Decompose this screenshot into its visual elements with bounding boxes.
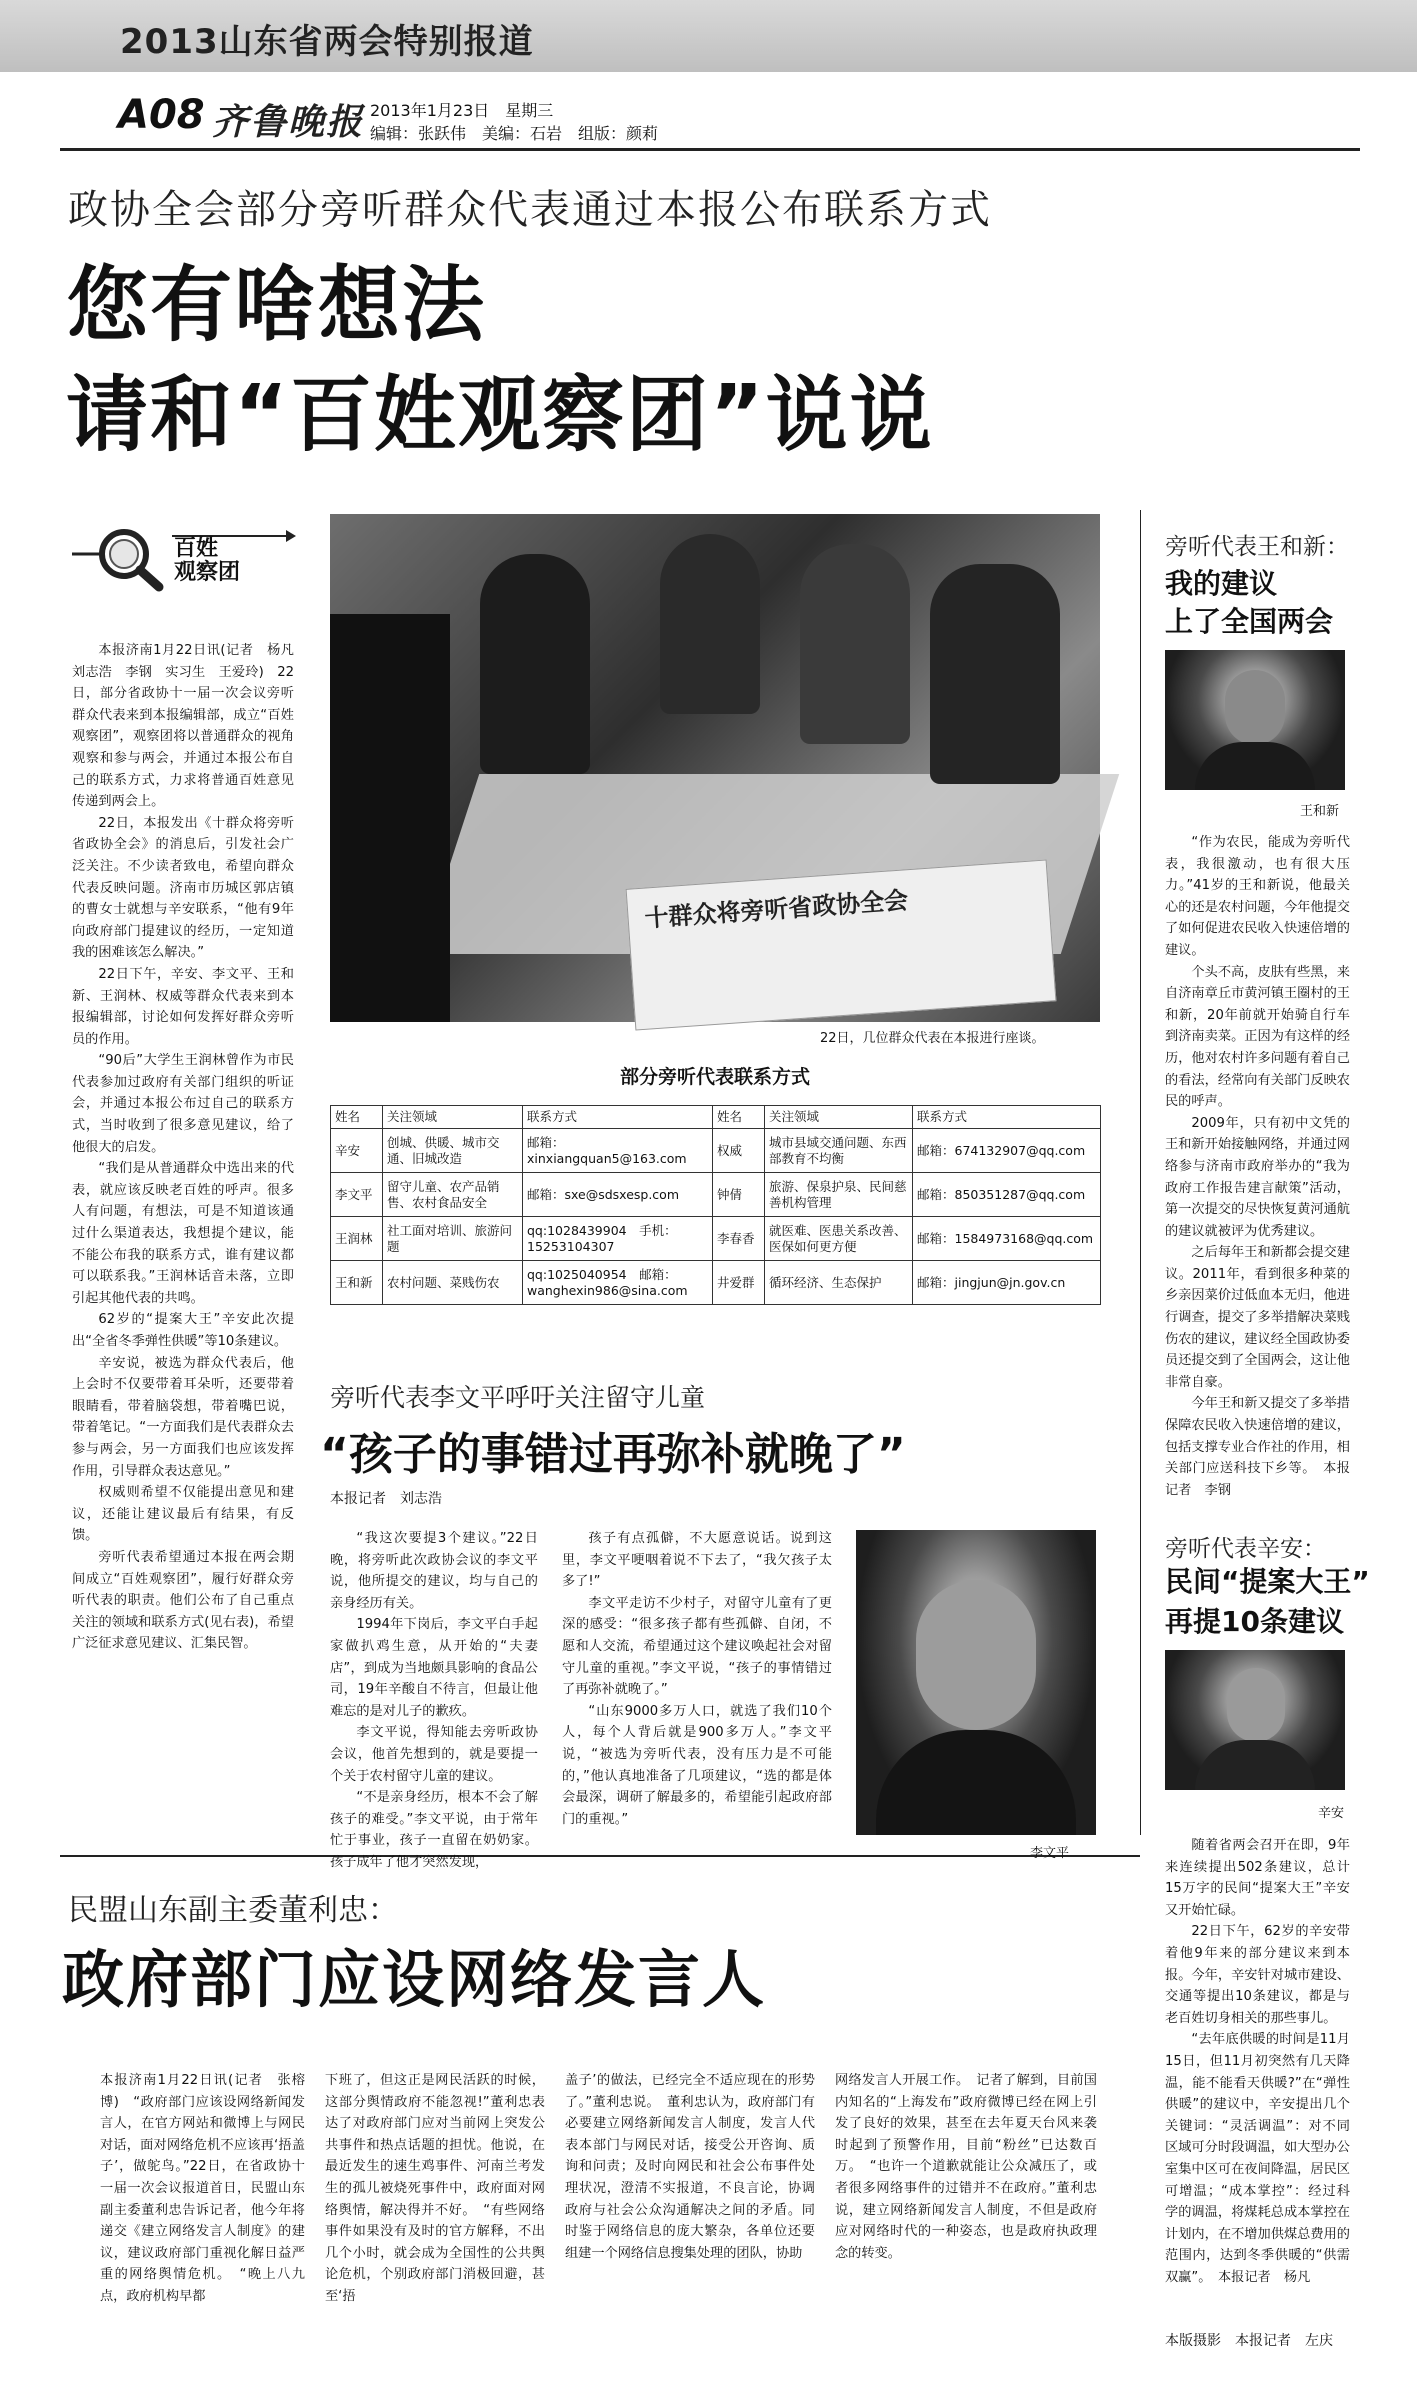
photo-credit: 本版摄影 本报记者 左庆: [1165, 2333, 1333, 2349]
table-cell: 农村问题、菜贱伤农: [383, 1261, 523, 1305]
li-paragraph: 1994年下岗后，李文平白手起家做扒鸡生意，从开始的“夫妻店”，到成为当地颇具影响的食品公司，19年辛酸自不待言，但最让他难忘的是对儿子的歉疚。: [330, 1617, 538, 1719]
section-title: 2013山东省两会特别报道: [120, 22, 534, 62]
suit-shape: [876, 1730, 1076, 1835]
table-header-row: [331, 1106, 1101, 1129]
xin-an-photo: [1165, 1650, 1345, 1790]
table-header: 关注领域: [383, 1106, 523, 1129]
dong-col2: [325, 2070, 545, 2350]
li-wenping-photo: [856, 1530, 1096, 1835]
newspaper-prop: [626, 859, 1057, 1030]
dong-paragraph: 本报济南1月22日讯(记者 张榕博) “政府部门应该设网络新闻发言人，在官方网站和微博上与网民对话，面对网络危机不应该再‘捂盖子’，做鸵鸟。”22日，在省政协十一届一次会议报道首日，民盟山东副主委董利忠告诉记者，他今年将递交《建立网络发言人制度》的建议，建议政府部门重视化解日益严重的网络舆情危机。 “晚上八九点，政府机构早都: [100, 2073, 305, 2304]
table-cell: qq:1028439904 手机：15253104307: [523, 1217, 713, 1261]
lead-paragraph: 22日下午，辛安、李文平、王和新、王润林、权威等群众代表来到本报编辑部，讨论如何发挥好群众旁听员的作用。: [72, 966, 294, 1047]
contacts-title: 部分旁听代表联系方式: [619, 1066, 810, 1088]
xin-title-line1: 民间“提案大王”: [1165, 1565, 1370, 1598]
table-cell: 李文平: [331, 1173, 383, 1217]
wang-paragraph: 今年王和新又提交了多举措保障农民收入快速倍增的建议，包括支撑专业合作社的作用，相关部门应送科技下乡等。 本报记者 李钢: [1165, 1396, 1350, 1498]
lead-paragraph: 辛安说，被选为群众代表后，他上会时不仅要带着耳朵听，还要带着眼睛看，带着脑袋想，带着嘴巴说，带着笔记。“一方面我们是代表群众去参与两会，另一方面我们也应该发挥作用，引导群众表达意见。”: [72, 1355, 294, 1479]
newspaper-prop-headline: 十群众将旁听省政协全会: [643, 886, 910, 933]
xin-paragraph: 22日下午，62岁的辛安带着他9年来的部分建议来到本报。今年，辛安针对城市建设、交通等提出10条建议，都是与老百姓切身相关的那些事儿。: [1165, 1924, 1350, 2026]
dong-paragraph: 下班了，但这正是网民活跃的时候，这部分舆情政府不能忽视!”董利忠表达了对政府部门应对当前网上突发公共事件和热点话题的担忧。他说，在最近发生的速生鸡事件、河南兰考发生的孤儿被烧死事件中，政府面对网络舆情，解决得并不好。 “有些网络事件如果没有及时的官方解释，不出几个小时，就会成为全国性的公共舆论危机，个别政府部门消极回避，甚至‘捂: [325, 2073, 545, 2304]
meeting-photo-caption: 22日，几位群众代表在本报进行座谈。: [820, 1031, 1045, 1046]
table-row: [331, 1129, 1101, 1173]
observer-group-logo: [64, 524, 300, 594]
dong-col4: [835, 2070, 1097, 2350]
table-header: 关注领域: [765, 1106, 913, 1129]
page-number: A08: [118, 92, 205, 138]
lead-subhead: 政协全会部分旁听群众代表通过本报公布联系方式: [68, 187, 992, 233]
lead-paragraph: “90后”大学生王润林曾作为市民代表参加过政府有关部门组织的听证会，并通过本报公布过自己的联系方式，当时收到了很多意见建议，给了他很大的启发。: [72, 1053, 294, 1155]
table-cell: 井爱群: [713, 1261, 765, 1305]
table-cell: 邮箱：674132907@qq.com: [913, 1129, 1101, 1173]
contacts-table: [330, 1105, 1101, 1305]
wang-paragraph: 之后每年王和新都会提交建议。2011年，看到很多种菜的乡亲因菜价过低血本无归，他进行调查，提交了多举措解决菜贱伤农的建议，建议经全国政协委员还提交到了全国两会，这让他非常自豪。: [1165, 1245, 1350, 1390]
xin-title-line2: 再提10条建议: [1165, 1605, 1344, 1638]
face-shape: [916, 1580, 1036, 1730]
table-cell: 邮箱：jingjun@jn.gov.cn: [913, 1261, 1101, 1305]
table-cell: 权威: [713, 1129, 765, 1173]
lead-headline-line2: 请和“百姓观察团”说说: [66, 368, 934, 463]
wang-label: 旁听代表王和新：: [1165, 534, 1349, 560]
dong-col3: [565, 2070, 815, 2350]
table-cell: 邮箱：850351287@qq.com: [913, 1173, 1101, 1217]
li-paragraph: “我这次要提3个建议。”22日晚，将旁听此次政协会议的李文平说，他所提交的建议，均与自己的亲身经历有关。: [330, 1531, 538, 1611]
right-column-rule: [1140, 510, 1141, 1835]
lead-paragraph: 62岁的“提案大王”辛安此次提出“全省冬季弹性供暖”等10条建议。: [72, 1312, 294, 1349]
wang-paragraph: 2009年，只有初中文凭的王和新开始接触网络，并通过网络参与济南市政府举办的“我为政府工作报告建言献策”活动，第一次提交的尽快恢复黄河通航的建议就被评为优秀建议。: [1165, 1115, 1350, 1239]
li-paragraph: 李文平走访不少村子，对留守儿童有了更深的感受：“很多孩子都有些孤僻、自闭，不愿和人交流，希望通过这个建议唤起社会对留守儿童的重视。”李文平说，“孩子的事情错过了再弥补就晚了。”: [562, 1595, 832, 1698]
wang-photo-caption: 王和新: [1300, 804, 1340, 819]
table-row: [331, 1217, 1101, 1261]
li-paragraph: “山东9000多万人口，就选了我们10个人，每个人背后就是900多万人。”李文平说，“被选为旁听代表，没有压力是不可能的，”他认真地准备了几项建议，“选的都是体会最深，调研了解最多的，希望能引起政府部门的重视。”: [562, 1703, 832, 1827]
suit-shape: [1195, 1740, 1315, 1790]
person-silhouette: [480, 554, 590, 774]
table-cell: 李春香: [713, 1217, 765, 1261]
xin-body: [1165, 1835, 1350, 2315]
paper-logo: 齐鲁晚报: [212, 101, 365, 143]
logo-text-2: 观察团: [174, 560, 241, 585]
lead-body: [72, 640, 308, 1830]
li-story-col2: [562, 1528, 832, 1828]
table-cell: 留守儿童、农产品销售、农村食品安全: [383, 1173, 523, 1217]
face-shape: [1227, 1668, 1285, 1742]
table-cell: 王润林: [331, 1217, 383, 1261]
table-row: [331, 1173, 1101, 1217]
li-story-byline: 本报记者 刘志浩: [330, 1491, 442, 1507]
li-paragraph: 李文平说，得知能去旁听政协会议，他首先想到的，就是要提一个关于农村留守儿童的建议。: [330, 1725, 538, 1784]
person-silhouette: [660, 534, 760, 714]
suit-shape: [1195, 742, 1315, 790]
dong-paragraph: 网络发言人开展工作。 记者了解到，目前国内知名的“上海发布”政府微博已经在网上引发了良好的效果，甚至在去年夏天台风来袭时起到了预警作用，目前“粉丝”已达数百万。 “也许一个道歉就能让公众减压了，或者很多网络事件的过错并不在政府。”董利忠说，建立网络新闻发言人制度，不但是政府应对网络时代的一种姿态，也是政府执政理念的转变。: [835, 2073, 1097, 2261]
person-silhouette: [330, 614, 450, 1022]
table-cell: 邮箱：sxe@sdsxesp.com: [523, 1173, 713, 1217]
wang-title-line1: 我的建议: [1165, 567, 1278, 600]
table-row: [331, 1261, 1101, 1305]
table-cell: 邮箱：xinxiangquan5@163.com: [523, 1129, 713, 1173]
meeting-photo: [330, 514, 1100, 1022]
dong-story-subhead: 民盟山东副主委董利忠：: [68, 1893, 398, 1928]
table-header: 联系方式: [913, 1106, 1101, 1129]
li-story-subhead: 旁听代表李文平呼吁关注留守儿童: [330, 1383, 706, 1412]
date-line: 2013年1月23日 星期三: [370, 101, 554, 120]
dong-col1: [100, 2070, 305, 2350]
dong-story-headline: 政府部门应设网络发言人: [62, 1943, 767, 2016]
table-cell: 旅游、保泉护泉、民间慈善机构管理: [765, 1173, 913, 1217]
wang-title-line2: 上了全国两会: [1165, 605, 1334, 638]
table-cell: 王和新: [331, 1261, 383, 1305]
contacts-table-wrap: [330, 1105, 1100, 1305]
wang-paragraph: “作为农民，能成为旁听代表，我很激动，也有很大压力。”41岁的王和新说，他最关心的还是农村问题，今年他提交了如何促进农民收入快速倍增的建议。: [1165, 835, 1350, 958]
wang-paragraph: 个头不高，皮肤有些黑，来自济南章丘市黄河镇王圈村的王和新，20年前就开始骑自行车到济南卖菜。正因为有这样的经历，他对农村许多问题有着自己的看法，经常向有关部门反映农民的呼声。: [1165, 964, 1350, 1110]
header-rule: [60, 148, 1360, 151]
table-cell: 创城、供暖、城市交通、旧城改造: [383, 1129, 523, 1173]
wang-body: [1165, 832, 1350, 1507]
lead-paragraph: 旁听代表希望通过本报在两会期间成立“百姓观察团”，履行好群众旁听代表的职责。他们公布了自己重点关注的领域和联系方式(见右表)，希望广泛征求意见建议、汇集民智。: [72, 1549, 294, 1652]
table-cell: 循环经济、生态保护: [765, 1261, 913, 1305]
lead-paragraph: 22日，本报发出《十群众将旁听省政协全会》的消息后，引发社会广泛关注。不少读者致电，希望向群众代表反映问题。济南市历城区郭店镇的曹女士就想与辛安联系，“他有9年向政府部门提建议的经历，一定知道我的困难该怎么解决。”: [72, 815, 294, 961]
table-header: 联系方式: [523, 1106, 713, 1129]
xin-paragraph: 随着省两会召开在即，9年来连续提出502条建议，总计15万字的民间“提案大王”辛安又开始忙碌。: [1165, 1838, 1350, 1918]
face-shape: [1225, 670, 1285, 745]
table-cell: 邮箱：1584973168@qq.com: [913, 1217, 1101, 1261]
lead-paragraph: 权威则希望不仅能提出意见和建议，还能让建议最后有结果，有反馈。: [72, 1485, 294, 1544]
person-silhouette: [930, 564, 1060, 784]
person-silhouette: [800, 544, 910, 744]
table-cell: qq:1025040954 邮箱：wanghexin986@sina.com: [523, 1261, 713, 1305]
lead-byline: 本报济南1月22日讯(记者 杨凡 刘志浩 李钢 实习生 王爱玲) 22日，部分省政协十一届一次会议旁听群众代表来到本报编辑部，成立“百姓观察团”，观察团将以普通群众的视角观察和参与两会，并通过本报公布自己的联系方式，力求将普通百姓意见传递到两会上。: [72, 643, 308, 810]
table-cell: 社工面对培训、旅游问题: [383, 1217, 523, 1261]
xin-paragraph: “去年底供暖的时间是11月15日，但11月初突然有几天降温，能不能看天供暖?”在“弹性供暖”的建议中，辛安提出几个关键词：“灵活调温”：对不同区域可分时段调温，如大型办公室集中区可在夜间降温，居民区可增温；“成本掌控”：经过科学的调温，将煤耗总成本掌控在计划内，在不增加供煤总费用的范围内，达到冬季供暖的“供需双赢”。 本报记者 杨凡: [1165, 2032, 1350, 2285]
lead-paragraph: “我们是从普通群众中选出来的代表，就应该反映老百姓的呼声。很多人有问题，有想法，可是不知道该通过什么渠道表达，我想提个建议，能不能公布我的联系方式，谁有建议都可以联系我。”王润林话音未落，立即引起其他代表的共鸣。: [72, 1161, 294, 1306]
table-cell: 辛安: [331, 1129, 383, 1173]
wang-hexin-photo: [1165, 650, 1345, 790]
table-cell: 就医难、医患关系改善、医保如何更方便: [765, 1217, 913, 1261]
li-paragraph: 孩子有点孤僻，不大愿意说话。说到这里，李文平哽咽着说不下去了，“我欠孩子太多了!”: [562, 1531, 832, 1590]
lead-headline-line1: 您有啥想法: [66, 258, 487, 353]
editor-line: 编辑：张跃伟 美编：石岩 组版：颜莉: [370, 124, 659, 143]
li-story-col1: [330, 1528, 538, 1870]
table-header: 姓名: [713, 1106, 765, 1129]
logo-text-1: 百姓: [174, 536, 219, 561]
li-story-headline: “孩子的事错过再弥补就晚了”: [320, 1429, 906, 1480]
bottom-story-rule: [60, 1855, 1140, 1857]
li-paragraph: “不是亲身经历，根本不会了解孩子的难受。”李文平说，由于常年忙于事业，孩子一直留在奶奶家。孩子成年了他才突然发现，: [330, 1790, 538, 1870]
dong-paragraph: 盖子’的做法，已经完全不适应现在的形势了。”董利忠说。 董利忠认为，政府部门有必要建立网络新闻发言人制度，发言人代表本部门与网民对话，接受公开咨询、质询和问责；及时向网民和社会公布事件处理状况，澄清不实报道，不良言论，协调政府与社会公众沟通解决之间的矛盾。同时鉴于网络信息的庞大繁杂，各单位还要组建一个网络信息搜集处理的团队，协助: [565, 2073, 815, 2261]
li-photo-caption: 李文平: [1030, 1846, 1070, 1861]
table-cell: 钟倩: [713, 1173, 765, 1217]
table-header: 姓名: [331, 1106, 383, 1129]
xin-label: 旁听代表辛安：: [1165, 1536, 1326, 1562]
xin-photo-caption: 辛安: [1318, 1806, 1345, 1821]
table-cell: 城市县域交通问题、东西部教育不均衡: [765, 1129, 913, 1173]
